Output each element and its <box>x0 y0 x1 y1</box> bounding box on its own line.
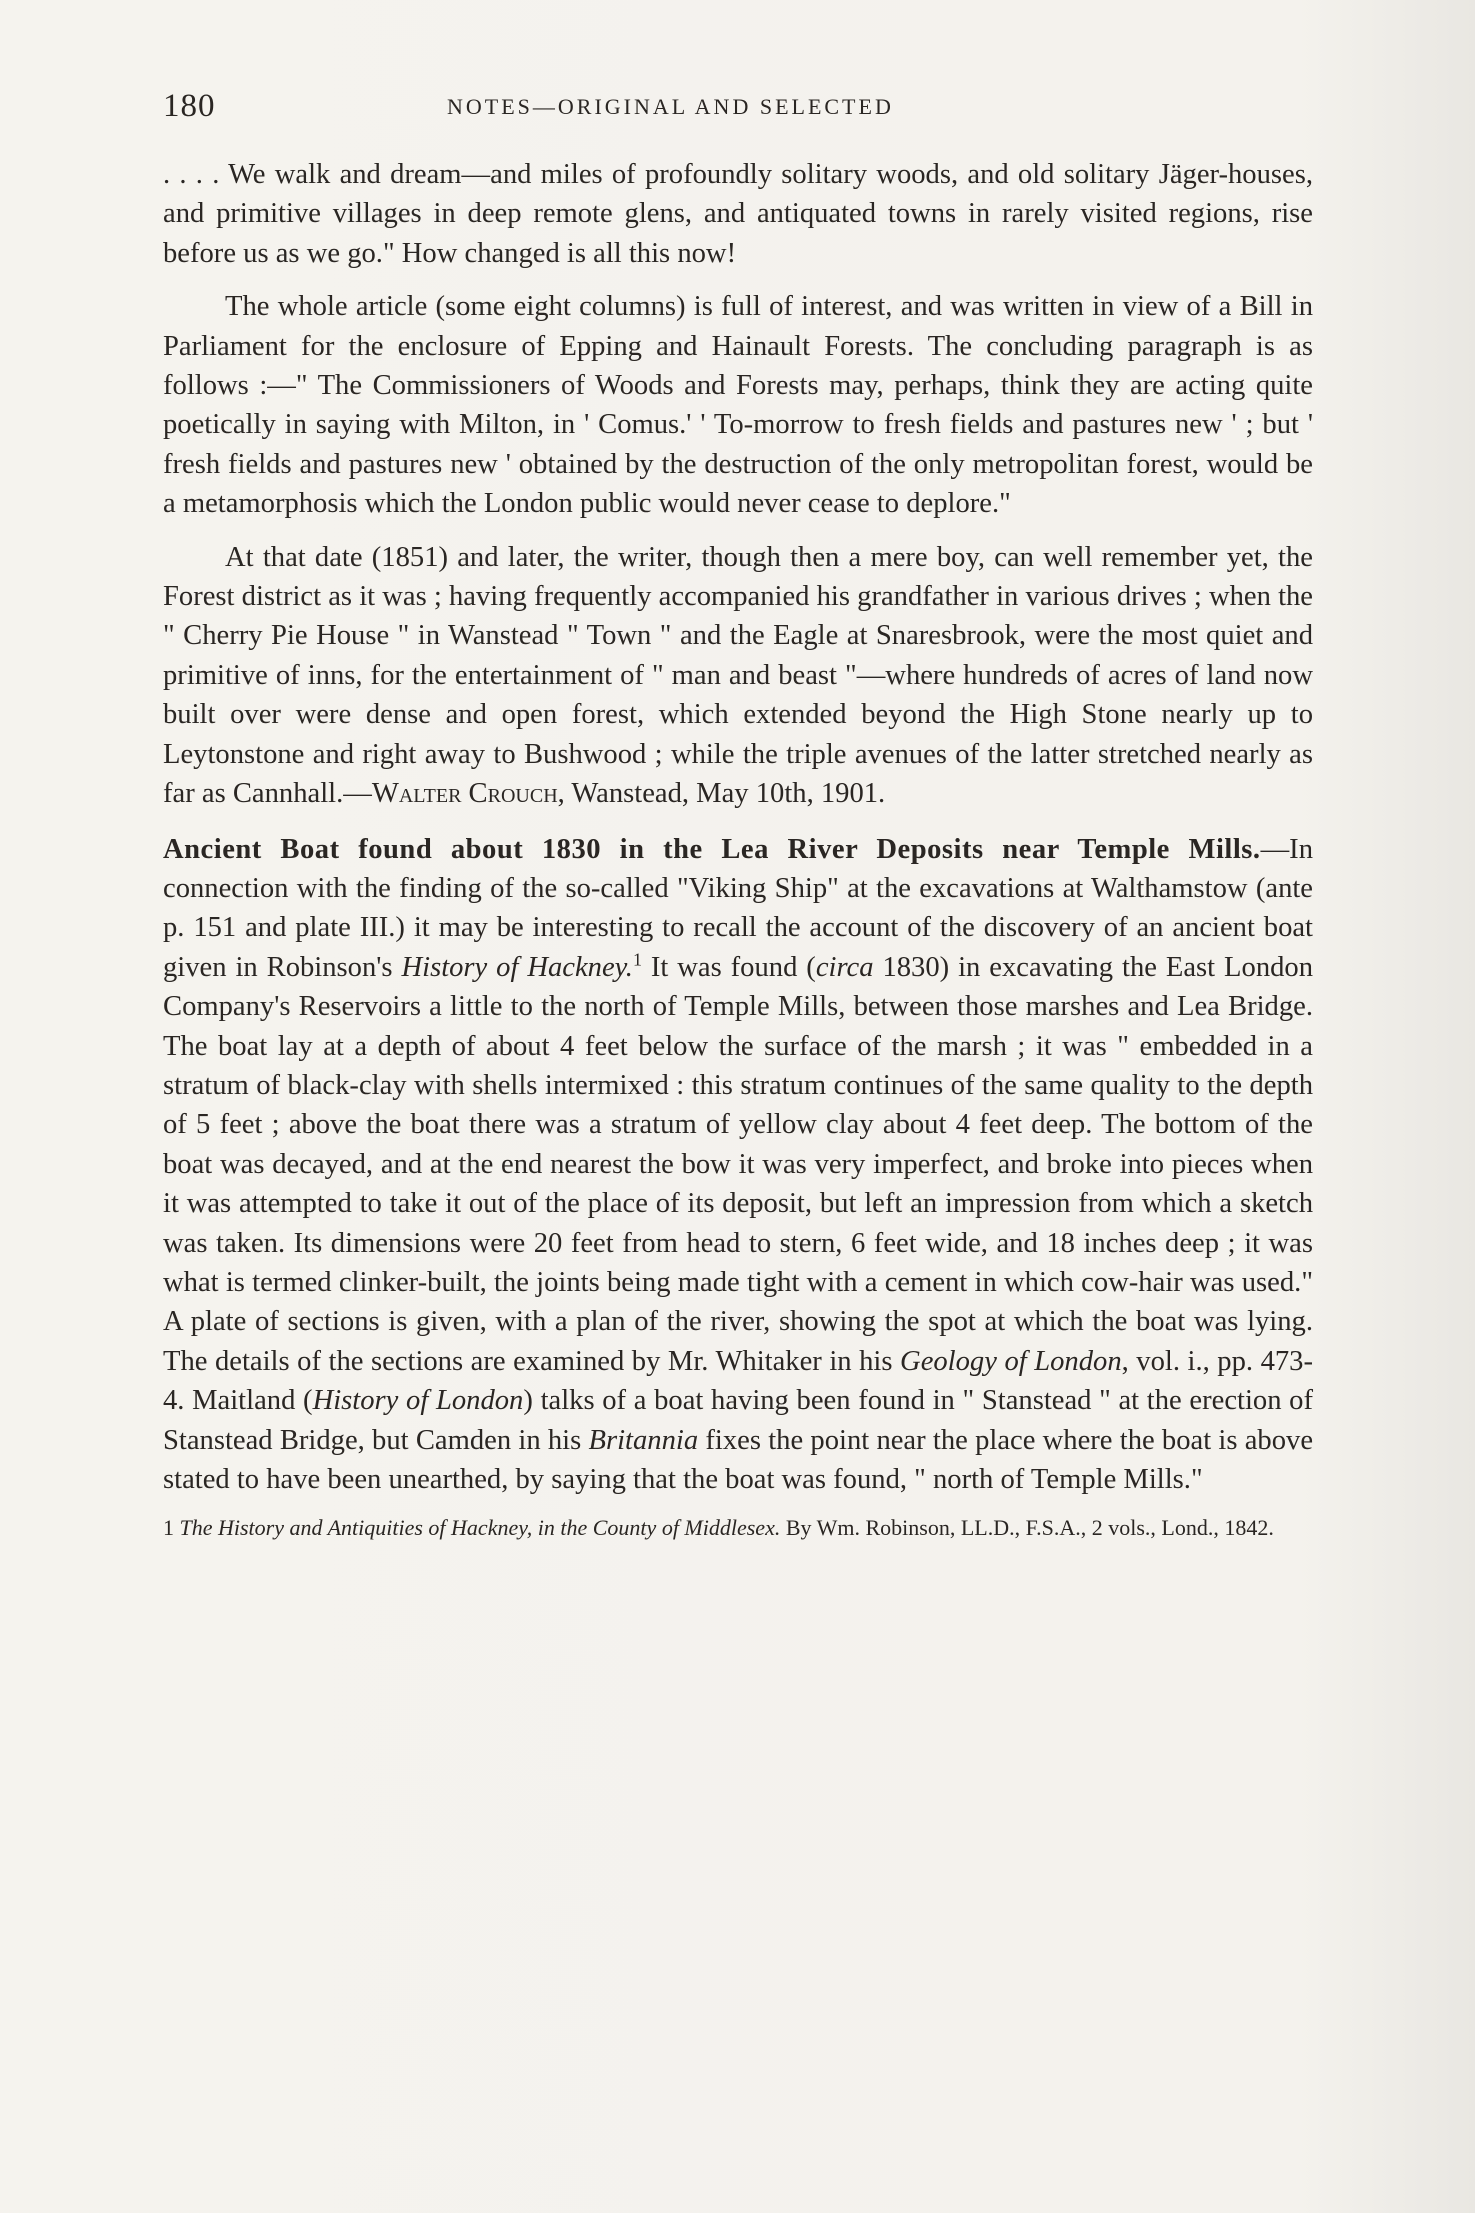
running-head: NOTES—ORIGINAL AND SELECTED <box>447 94 894 119</box>
book-title-britannia: Britannia <box>588 1424 699 1456</box>
page-number: 180 <box>163 88 216 124</box>
book-title-london: History of London <box>312 1385 524 1417</box>
section-text-e: ) talks of a boat having been found in " Stanstead " at the erection of Stanstead Bridge, but Camden in his <box>163 1385 1314 1456</box>
section-text-f: fixes the point near the place where the boat is above stated to have been unearthed, by saying that the boat was found, " north of Temple Mills." <box>163 1424 1314 1495</box>
footnote-number: 1 <box>163 1515 174 1541</box>
section-text-c: 1830) in excavating the East London Company's Reservoirs a little to the north of Temple Mills, between those marshes and Lea Bridge. The boat lay at a depth of about 4 feet below the surface of the marsh ; it was " embedded in a stratum of black-clay with shells intermixed : this stratum continues of the same quality to the depth of 5 feet ; above the boat there was a stratum of yellow clay about 4 feet deep. The bottom of the boat was decayed, and at the end nearest the bow it was very imperfect, and broke into pieces when it was attempted to take it out of the place of its deposit, but left an impression from which a sketch was taken. Its dimensions were 20 feet from head to stern, 6 feet wide, and 18 inches deep ; it was what is termed clinker-built, the joints being made tight with a cement in which cow-hair was used." A plate of sections is given, with a plan of the river, showing the spot at which the boat was lying. The details of the sections are examined by Mr. Whitaker in his <box>163 951 1314 1377</box>
body-text <box>163 155 1313 1543</box>
footnote <box>163 1513 1313 1543</box>
recollection-text: At that date (1851) and later, the writer, though then a mere boy, can well remember yet, the Forest district as it was ; having frequently accompanied his grandfather in various drives ; when the " Cherry Pie House " in Wanstead " Town " and the Eagle at Snaresbrook, were the most quiet and primitive of inns, for the entertainment of " man and beast "—where hundreds of acres of land now built over were dense and open forest, which extended beyond the High Stone nearly up to Leytonstone and right away to Bushwood ; while the triple avenues of the latter stretched nearly as far as Cannhall.— <box>163 541 1313 810</box>
author-name: Walter Crouch <box>371 778 558 810</box>
paragraph-article: The whole article (some eight columns) is full of interest, and was written in view of a Bill in Parliament for the enclosure of Epping and Hainault Forests. The concluding paragraph is as follows :—" The Commissioners of Woods and Forests may, perhaps, think they are acting quite poetically in saying with Milton, in ' Comus.' ' To-morrow to fresh fields and pastures new ' ; but ' fresh fields and pastures new ' obtained by the destruction of the only metropolitan forest, would be a metamorphosis which the London public would never cease to deplore." <box>163 291 1313 520</box>
author-place-date: , Wanstead, May 10th, 1901. <box>557 778 886 810</box>
footnote-text: By Wm. Robinson, LL.D., F.S.A., 2 vols., Lond., 1842. <box>780 1515 1274 1541</box>
footnote-reference: 1 <box>632 949 642 970</box>
paragraph-quote-end: . . . . We walk and dream—and miles of profoundly solitary woods, and old solitary Jäger-houses, and primitive villages in deep remote glens, and antiquated towns in rarely visited regions, rise before us as we go." How changed is all this now! <box>163 159 1313 269</box>
book-title-geology: Geology of London <box>900 1345 1122 1377</box>
section-ancient-boat <box>163 830 1313 1500</box>
footnote-title: The History and Antiquities of Hackney, in the County of Middlesex. <box>179 1515 781 1541</box>
section-heading: Ancient Boat found about 1830 in the Lea River Deposits near Temple Mills. <box>163 833 1261 865</box>
page-header <box>163 88 1313 128</box>
book-title-hackney: History of Hackney. <box>401 951 633 983</box>
section-text-a: —In connection with the finding of the so-called "Viking Ship" at the excavations at Walthamstow (ante p. 151 and plate III.) it may be interesting to recall the account of the discovery of an ancient boat given in Robinson's <box>163 833 1313 983</box>
section-text-d: , vol. i., pp. 473-4. Maitland ( <box>163 1345 1314 1417</box>
section-text-b: It was found ( <box>641 951 816 983</box>
paragraph-recollection <box>163 538 1313 814</box>
circa-word: circa <box>815 951 874 983</box>
